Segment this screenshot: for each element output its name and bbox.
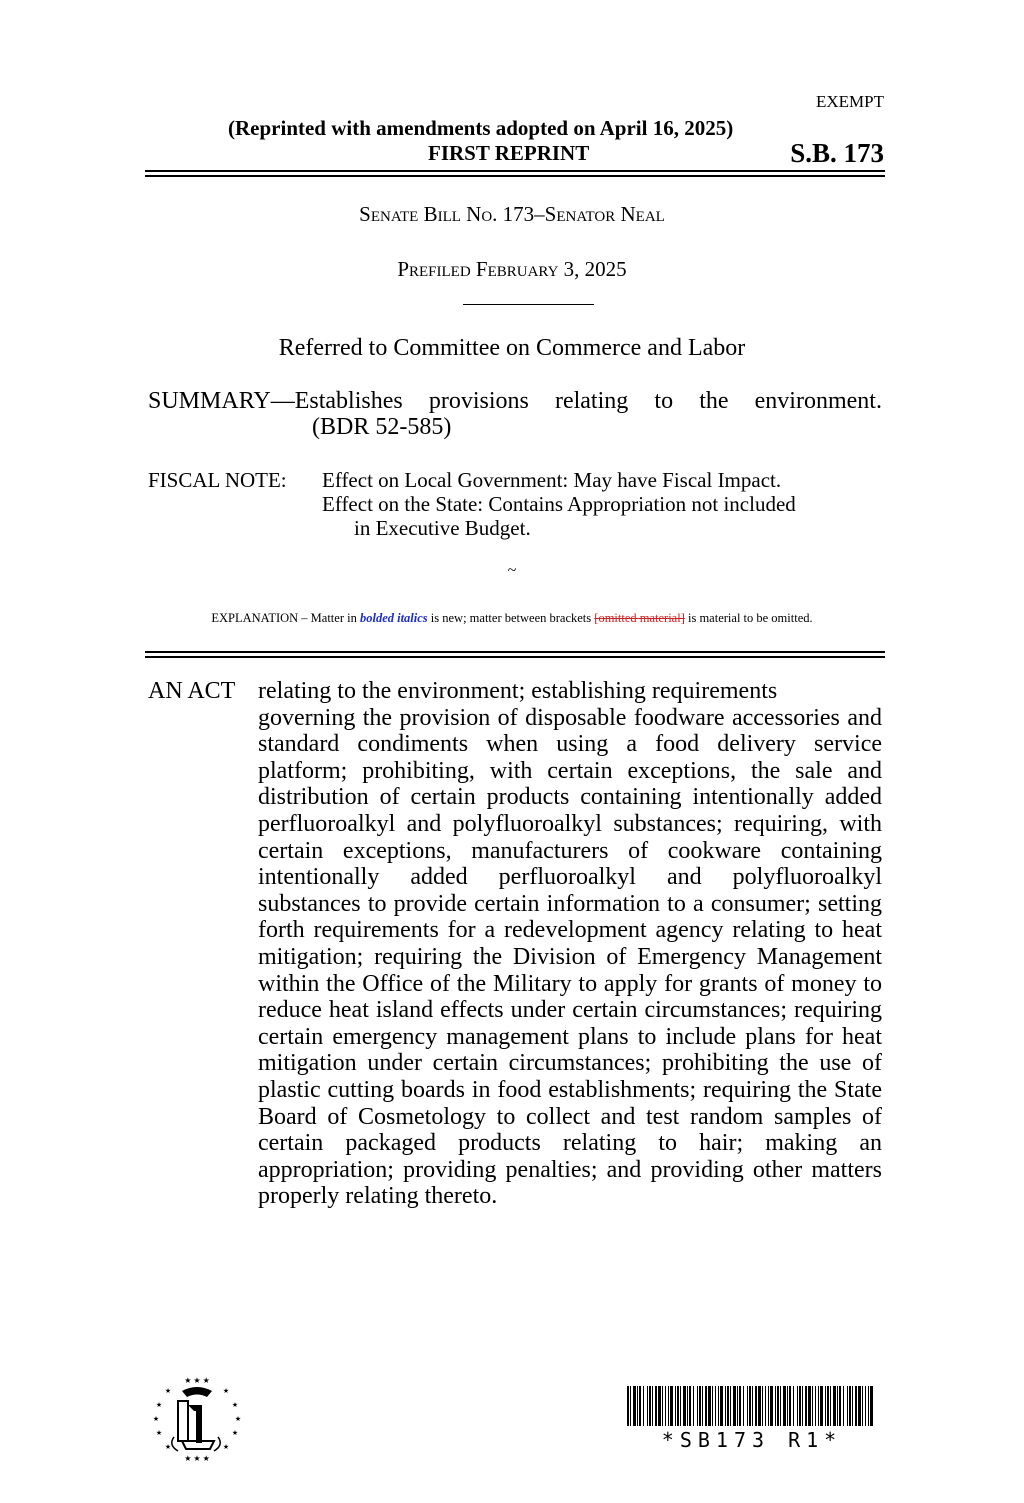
barcode-bar [705, 1386, 707, 1426]
barcode-bar [768, 1386, 769, 1426]
fiscal-state-effect: Effect on the State: Contains Appropriation not included [322, 492, 796, 516]
svg-text:★: ★ [164, 1443, 172, 1451]
barcode-bar [670, 1386, 673, 1426]
barcode-bar [858, 1386, 861, 1426]
summary-label: SUMMARY—Establishes [148, 388, 403, 414]
header-double-rule [145, 170, 885, 177]
barcode-bar [839, 1386, 841, 1426]
barcode-bar [780, 1386, 781, 1426]
barcode-bar [787, 1386, 788, 1426]
summary-word: to [654, 388, 674, 414]
barcode-bar [708, 1386, 711, 1426]
svg-text:★: ★ [222, 1443, 230, 1451]
barcode-bar [743, 1386, 744, 1426]
barcode-bar [683, 1386, 686, 1426]
explanation-prefix: EXPLANATION – Matter in [211, 611, 360, 625]
barcode-bar [770, 1386, 773, 1426]
short-divider [463, 304, 594, 305]
barcode-bar [755, 1386, 757, 1426]
barcode-bar [818, 1386, 819, 1426]
barcode-bar [758, 1386, 761, 1426]
svg-text:★ ★ ★: ★ ★ ★ [184, 1376, 210, 1385]
barcode-bar [630, 1386, 631, 1426]
summary-bdr: (BDR 52-585) [312, 414, 452, 440]
barcode-bar [825, 1386, 826, 1426]
barcode-bar [647, 1386, 648, 1426]
svg-text:★: ★ [222, 1387, 230, 1395]
barcode-bar [808, 1386, 811, 1426]
barcode-bar [868, 1386, 869, 1426]
barcode-bar [677, 1386, 679, 1426]
barcode-bar [733, 1386, 736, 1426]
act-text [258, 678, 882, 1210]
svg-text:★ ★ ★: ★ ★ ★ [184, 1454, 210, 1463]
barcode-bar [837, 1386, 838, 1426]
barcode-bar [865, 1386, 866, 1426]
svg-text:★: ★ [231, 1401, 239, 1409]
barcode-bar [687, 1386, 688, 1426]
svg-text:★: ★ [155, 1429, 163, 1437]
barcode-bar [720, 1386, 723, 1426]
barcode-bar [693, 1386, 694, 1426]
barcode-bar [727, 1386, 729, 1426]
svg-text:★: ★ [164, 1387, 172, 1395]
fiscal-state-effect-cont: in Executive Budget. [354, 516, 531, 540]
barcode-bar [658, 1386, 661, 1426]
barcode-bar [812, 1386, 813, 1426]
barcode-bar [847, 1386, 848, 1426]
committee-referral: Referred to Committee on Commerce and Labor [278, 335, 746, 361]
barcode-bar [777, 1386, 779, 1426]
barcode-bar [662, 1386, 663, 1426]
svg-text:★: ★ [152, 1415, 160, 1423]
barcode-bar [715, 1386, 716, 1426]
barcode-bar [639, 1386, 641, 1426]
act-body: governing the provision of disposable foodware accessories and standard condiments when using a food delivery service platform; prohibiting, with certain exceptions, the sale and distribution of certain products containing intentionally added perfluoroalkyl and polyfluoroalkyl substances; requiring, with certain exceptions, manufacturers of cookware containing intentionally added perfluoroalkyl and polyfluoroalkyl substances to provide certain information to a consumer; setting forth requirements for a redevelopment agency relating to heat mitigation; requiring the Division of Emergency Management within the Office of the Military to apply for grants of money to reduce heat island effects under certain circumstances; requiring certain emergency management plans to include plans for heat mitigation under certain circumstances; prohibiting the use of plastic cutting boards in food establishments; requiring the State Board of Cosmetology to collect and test random samples of certain packaged products relating to hair; making an appropriation; providing penalties; and providing other matters properly relating thereto. [258, 704, 882, 1210]
nevada-state-seal-icon [152, 1375, 242, 1463]
barcode-bar [689, 1386, 691, 1426]
barcode-bar [627, 1386, 629, 1426]
fiscal-local-effect: Effect on Local Government: May have Fiscal Impact. [322, 468, 782, 492]
explanation-suffix: is material to be omitted. [684, 611, 813, 625]
act-lead: AN ACT [148, 678, 236, 704]
barcode-bar [637, 1386, 638, 1426]
barcode-bar [633, 1386, 636, 1426]
prefiled-date: Prefiled February 3, 2025 [397, 257, 627, 281]
svg-text:★: ★ [234, 1415, 242, 1423]
svg-text:★: ★ [155, 1401, 163, 1409]
barcode-bar [762, 1386, 763, 1426]
barcode-bar [730, 1386, 731, 1426]
explanation-new-example: bolded italics [359, 611, 428, 625]
explanation-omitted-example: [omitted material] [594, 611, 685, 625]
barcode-bar [655, 1386, 657, 1426]
barcode-bar [712, 1386, 713, 1426]
summary [148, 388, 882, 440]
barcode-bar [747, 1386, 748, 1426]
barcode-bar [830, 1386, 831, 1426]
barcode-icon [627, 1386, 877, 1426]
barcode-bar [797, 1386, 798, 1426]
first-reprint-label: FIRST REPRINT [428, 141, 590, 165]
barcode-bar [870, 1386, 873, 1426]
barcode-bar [789, 1386, 791, 1426]
summary-word: the [699, 388, 729, 414]
barcode-bar [737, 1386, 738, 1426]
summary-word: environment. [754, 388, 882, 414]
svg-text:★: ★ [231, 1429, 239, 1437]
barcode-bar [643, 1386, 644, 1426]
bill-number: S.B. 173 [790, 138, 884, 168]
barcode-bar [752, 1386, 753, 1426]
barcode-bar [725, 1386, 726, 1426]
barcode-bar [699, 1386, 701, 1426]
summary-word: relating [554, 388, 629, 414]
barcode-bar [793, 1386, 794, 1426]
bill-title-line: Senate Bill No. 173–Senator Neal [359, 202, 665, 226]
barcode-bar [718, 1386, 719, 1426]
barcode-bar [668, 1386, 669, 1426]
exempt-label: EXEMPT [816, 92, 884, 111]
barcode-bar [680, 1386, 681, 1426]
barcode-bar [783, 1386, 786, 1426]
tilde-separator: ~ [507, 562, 517, 579]
barcode-bar [765, 1386, 766, 1426]
barcode-bar [827, 1386, 829, 1426]
barcode-bar [649, 1386, 651, 1426]
barcode-bar [855, 1386, 857, 1426]
act-first-line: relating to the environment; establishing requirements [258, 678, 778, 704]
reprint-notice: (Reprinted with amendments adopted on April 16, 2025) [228, 116, 734, 140]
barcode-bar [665, 1386, 666, 1426]
barcode-bar [843, 1386, 844, 1426]
barcode-bar [833, 1386, 836, 1426]
barcode-bar [739, 1386, 741, 1426]
barcode-bar [799, 1386, 801, 1426]
barcode-bar [862, 1386, 863, 1426]
barcode-bar [820, 1386, 823, 1426]
barcode-bar [802, 1386, 803, 1426]
explanation-line [0, 611, 1024, 626]
barcode-text: *SB173 R1* [661, 1428, 843, 1452]
barcode-bar [849, 1386, 851, 1426]
barcode-bar [749, 1386, 751, 1426]
explanation-middle: is new; matter between brackets [427, 611, 595, 625]
section-double-rule [145, 651, 885, 658]
barcode-bar [702, 1386, 703, 1426]
summary-word: provisions [428, 388, 529, 414]
barcode-bar [815, 1386, 816, 1426]
barcode-bar [652, 1386, 653, 1426]
barcode-bar [775, 1386, 776, 1426]
barcode-bar [697, 1386, 698, 1426]
barcode-bar [805, 1386, 807, 1426]
barcode-bar [675, 1386, 676, 1426]
fiscal-note-label: FISCAL NOTE: [148, 468, 287, 492]
barcode-bar [852, 1386, 853, 1426]
